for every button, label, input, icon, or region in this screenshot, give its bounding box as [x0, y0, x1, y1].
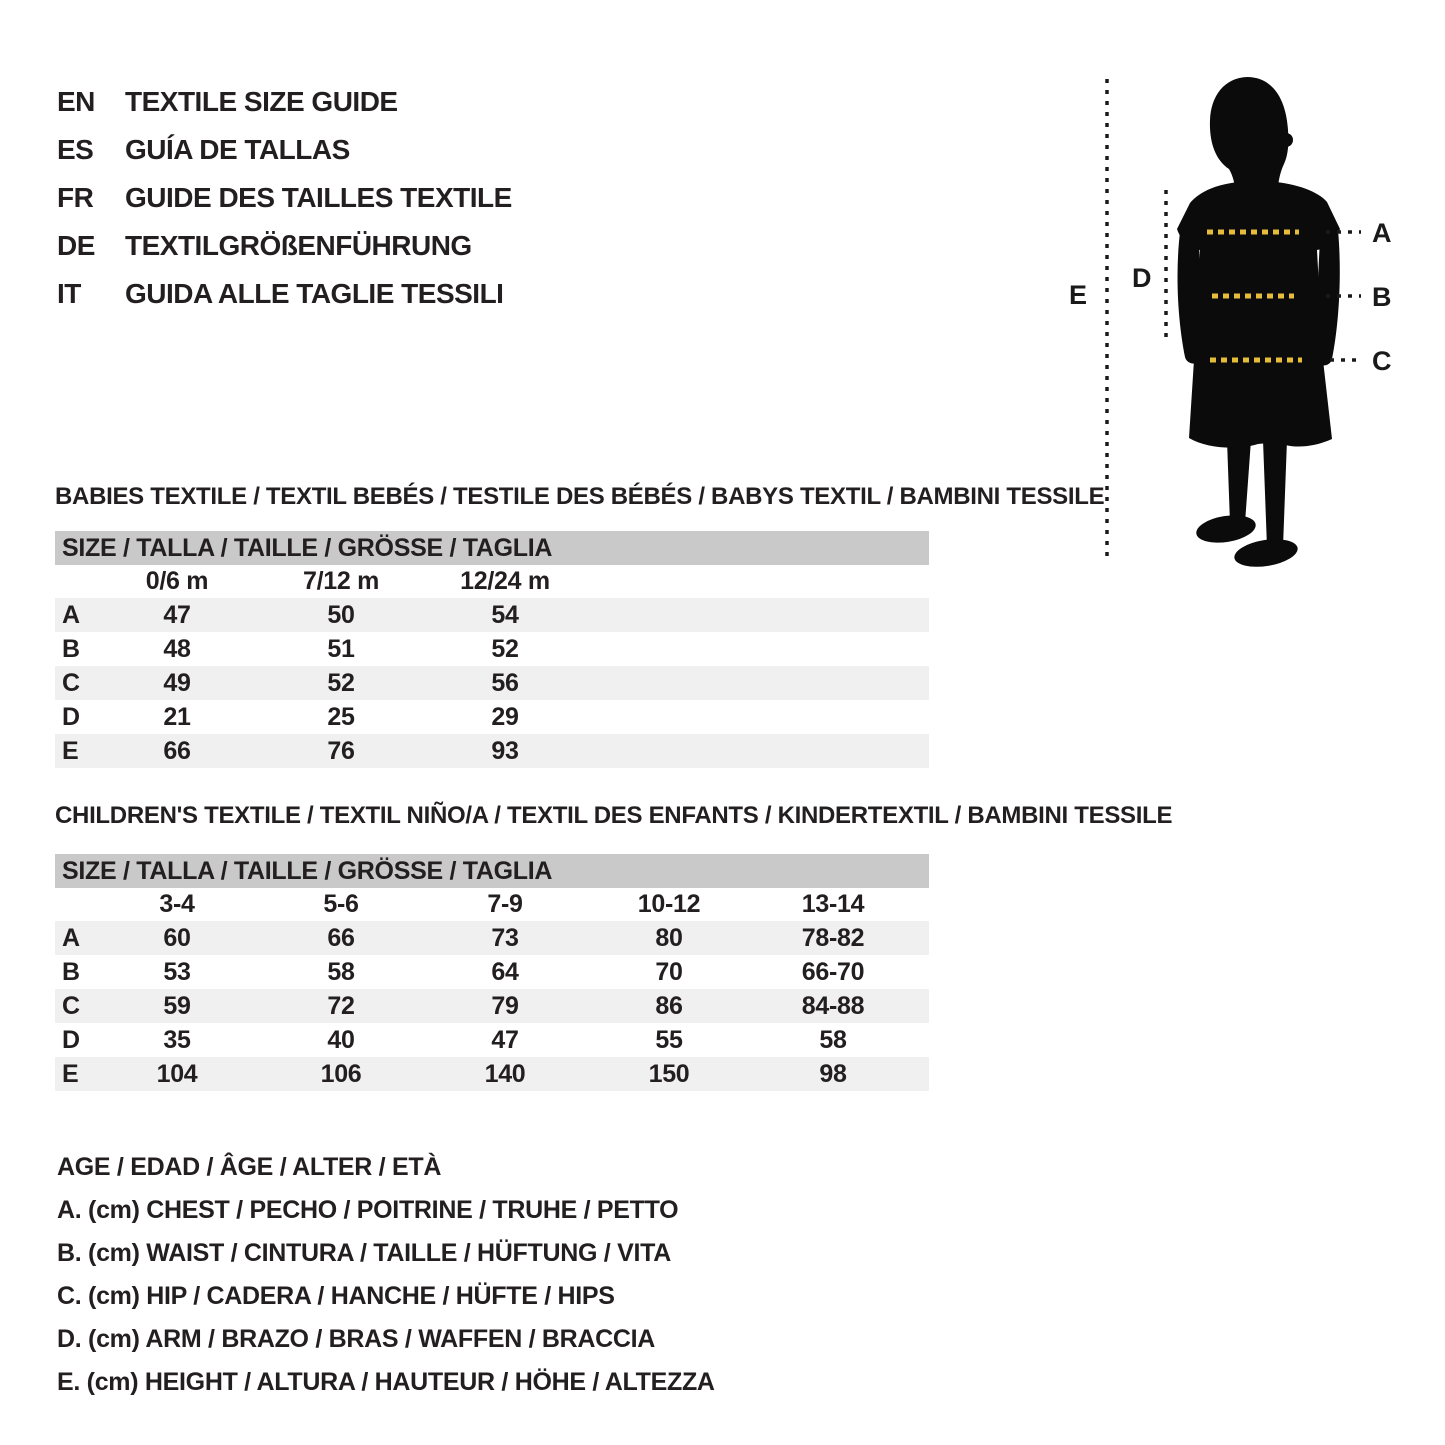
- child-silhouette: [1177, 77, 1340, 571]
- size-cell: 58: [819, 1025, 847, 1054]
- title-it: GUIDA ALLE TAGLIE TESSILI: [125, 278, 504, 309]
- row-label: E: [62, 736, 79, 765]
- language-header: [57, 78, 512, 318]
- children-col-0: 3-4: [159, 890, 195, 918]
- silhouette-right-shoe: [1232, 535, 1299, 571]
- row-label: C: [62, 991, 80, 1020]
- table-row: [55, 1023, 929, 1057]
- header-line-fr: [57, 174, 512, 222]
- size-cell: 47: [491, 1025, 519, 1054]
- size-cell: 56: [491, 668, 519, 697]
- table-row: [55, 1057, 929, 1091]
- measurement-legend: [57, 1146, 715, 1404]
- size-cell: 66: [327, 923, 355, 952]
- silhouette-left-leg: [1227, 440, 1251, 523]
- lang-code-de: DE: [57, 230, 95, 261]
- silhouette-right-leg: [1263, 440, 1287, 547]
- marker-b-label: B: [1372, 282, 1392, 312]
- size-cell: 29: [491, 702, 519, 731]
- babies-column-header-row: [55, 565, 929, 598]
- marker-d-label: D: [1132, 263, 1152, 293]
- size-cell: 150: [648, 1059, 690, 1088]
- table-row: [55, 598, 929, 632]
- row-label: B: [62, 634, 80, 663]
- row-label: C: [62, 668, 80, 697]
- size-cell: 54: [491, 600, 519, 629]
- size-cell: 66: [163, 736, 191, 765]
- size-cell: 21: [163, 702, 191, 731]
- table-row: [55, 989, 929, 1023]
- silhouette-right-arm: [1315, 230, 1340, 366]
- children-col-2: 7-9: [487, 890, 523, 918]
- size-cell: 58: [327, 957, 355, 986]
- size-cell: 53: [163, 957, 191, 986]
- size-cell: 76: [327, 736, 355, 765]
- size-cell: 66-70: [801, 957, 865, 986]
- table-row: [55, 734, 929, 768]
- table-row: [55, 666, 929, 700]
- size-cell: 60: [163, 923, 191, 952]
- size-cell: 79: [491, 991, 519, 1020]
- title-fr: GUIDE DES TAILLES TEXTILE: [125, 182, 512, 213]
- table-row: [55, 632, 929, 666]
- title-es: GUÍA DE TALLAS: [125, 134, 350, 165]
- size-cell: 35: [163, 1025, 191, 1054]
- legend-arm: D. (cm) ARM / BRAZO / BRAS / WAFFEN / BRACCIA: [57, 1325, 656, 1353]
- size-cell: 49: [163, 668, 191, 697]
- silhouette-shorts: [1189, 360, 1332, 448]
- row-label: A: [62, 600, 80, 629]
- size-cell: 59: [163, 991, 191, 1020]
- header-line-en: [57, 78, 512, 126]
- children-table: [55, 854, 929, 1091]
- table-row: [55, 955, 929, 989]
- legend-hip: C. (cm) HIP / CADERA / HANCHE / HÜFTE / HIPS: [57, 1282, 615, 1310]
- row-label: A: [62, 923, 80, 952]
- size-cell: 106: [320, 1059, 362, 1088]
- size-cell: 93: [491, 736, 519, 765]
- babies-table: [55, 531, 929, 768]
- size-cell: 84-88: [801, 991, 865, 1020]
- silhouette-nose: [1279, 133, 1293, 147]
- silhouette-left-arm: [1178, 232, 1203, 364]
- size-cell: 52: [491, 634, 519, 663]
- silhouette-left-shoe: [1194, 511, 1257, 546]
- size-cell: 51: [327, 634, 355, 663]
- size-cell: 73: [491, 923, 519, 952]
- size-cell: 140: [484, 1059, 526, 1088]
- row-label: E: [62, 1059, 79, 1088]
- lang-code-es: ES: [57, 134, 94, 165]
- legend-height: E. (cm) HEIGHT / ALTURA / HAUTEUR / HÖHE / ALTEZZA: [57, 1368, 715, 1396]
- children-column-header-row: [55, 888, 929, 921]
- arm-line-d: [1132, 190, 1166, 342]
- children-size-header-bar: SIZE / TALLA / TAILLE / GRÖSSE / TAGLIA: [55, 854, 929, 888]
- size-cell: 52: [327, 668, 355, 697]
- header-line-de: [57, 222, 512, 270]
- legend-waist: B. (cm) WAIST / CINTURA / TAILLE / HÜFTUNG / VITA: [57, 1239, 671, 1267]
- size-cell: 86: [655, 991, 683, 1020]
- legend-chest: A. (cm) CHEST / PECHO / POITRINE / TRUHE / PETTO: [57, 1196, 679, 1224]
- children-col-1: 5-6: [323, 890, 359, 918]
- babies-col-2: 12/24 m: [460, 567, 550, 595]
- size-cell: 55: [655, 1025, 683, 1054]
- lang-code-fr: FR: [57, 182, 94, 213]
- row-label: B: [62, 957, 80, 986]
- lang-code-it: IT: [57, 278, 81, 309]
- children-section-title: CHILDREN'S TEXTILE / TEXTIL NIÑO/A / TEXTIL DES ENFANTS / KINDERTEXTIL / BAMBINI TESSILE: [55, 802, 1173, 829]
- size-cell: 98: [819, 1059, 847, 1088]
- size-cell: 25: [327, 702, 355, 731]
- row-label: D: [62, 1025, 80, 1054]
- title-de: TEXTILGRÖßENFÜHRUNG: [125, 230, 472, 261]
- silhouette-head: [1210, 77, 1288, 191]
- size-cell: 72: [327, 991, 355, 1020]
- header-line-it: [57, 270, 512, 318]
- size-cell: 104: [156, 1059, 198, 1088]
- children-col-3: 10-12: [637, 890, 701, 918]
- children-col-4: 13-14: [801, 890, 865, 918]
- marker-a-label: A: [1372, 218, 1392, 248]
- size-cell: 50: [327, 600, 355, 629]
- babies-col-0: 0/6 m: [145, 567, 209, 595]
- title-en: TEXTILE SIZE GUIDE: [125, 86, 398, 117]
- size-cell: 64: [491, 957, 519, 986]
- size-cell: 47: [163, 600, 191, 629]
- babies-section-title: BABIES TEXTILE / TEXTIL BEBÉS / TESTILE DES BÉBÉS / BABYS TEXTIL / BAMBINI TESSILE: [55, 483, 1105, 510]
- marker-e-label: E: [1069, 280, 1088, 310]
- row-label: D: [62, 702, 80, 731]
- marker-c-label: C: [1372, 346, 1392, 376]
- lang-code-en: EN: [57, 86, 95, 117]
- measurement-diagram: [1040, 60, 1445, 600]
- size-cell: 40: [327, 1025, 355, 1054]
- babies-col-1: 7/12 m: [302, 567, 380, 595]
- size-cell: 70: [655, 957, 683, 986]
- size-cell: 48: [163, 634, 191, 663]
- legend-age: AGE / EDAD / ÂGE / ALTER / ETÀ: [57, 1153, 442, 1181]
- table-row: [55, 700, 929, 734]
- header-line-es: [57, 126, 512, 174]
- size-cell: 78-82: [801, 923, 865, 952]
- table-row: [55, 921, 929, 955]
- babies-size-header-bar: SIZE / TALLA / TAILLE / GRÖSSE / TAGLIA: [55, 531, 929, 565]
- size-cell: 80: [655, 923, 683, 952]
